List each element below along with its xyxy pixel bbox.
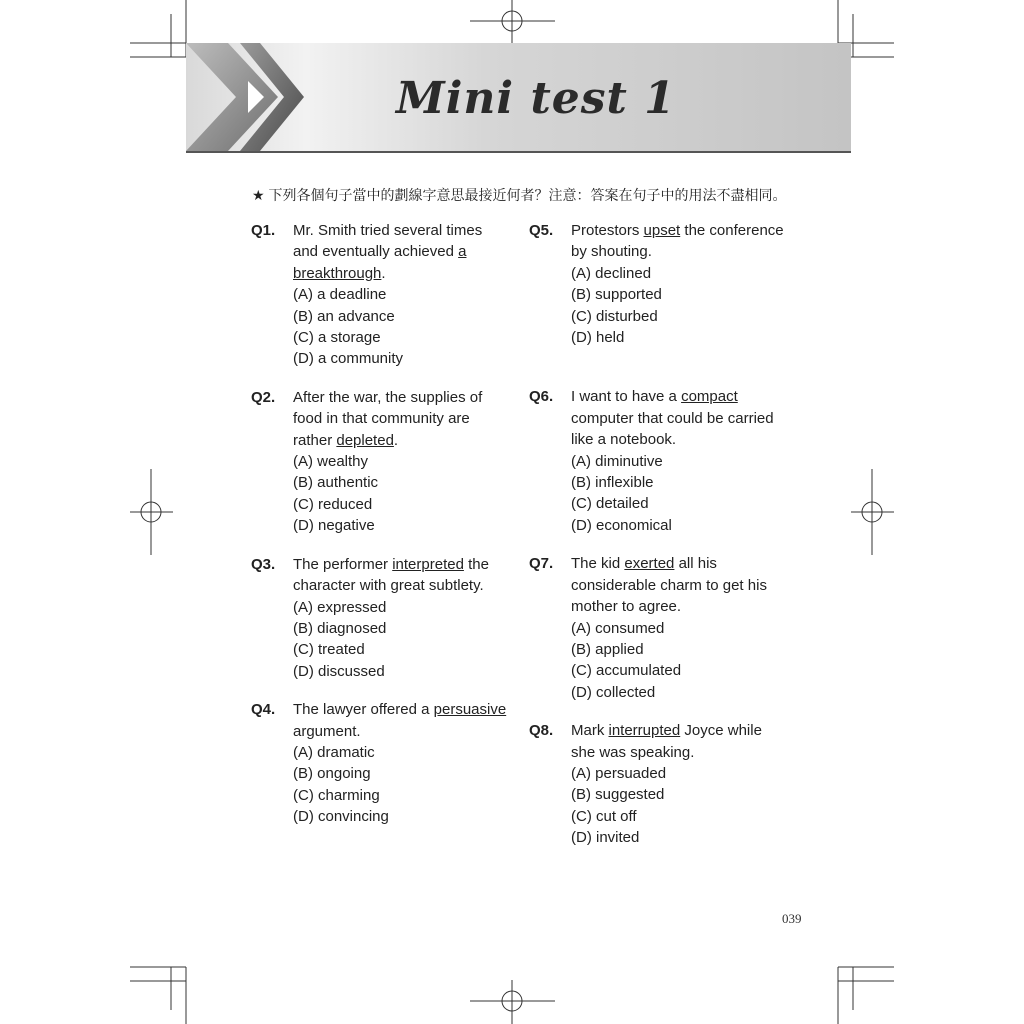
answer-option: (A) dramatic: [293, 743, 375, 761]
question-body: [571, 720, 786, 848]
answer-option: (D) collected: [571, 683, 656, 701]
underlined-word: depleted: [336, 431, 394, 449]
question-number: Q6.: [529, 388, 554, 406]
answer-option: (B) an advance: [293, 307, 395, 325]
answer-option: (C) treated: [293, 641, 365, 659]
answer-option: (C) a storage: [293, 329, 381, 347]
underlined-word: interrupted: [608, 722, 681, 740]
question-text: argument.: [293, 722, 361, 740]
answer-option: (D) economical: [571, 516, 672, 534]
question-body: [571, 220, 786, 348]
answer-option: (B) diagnosed: [293, 619, 387, 637]
underlined-word: compact: [681, 388, 738, 406]
answer-option: (A) a deadline: [293, 286, 387, 304]
question-text: After the war, the supplies of food in that community are rather: [293, 388, 483, 449]
question-text: The performer: [293, 555, 393, 573]
answer-option: (D) invited: [571, 829, 640, 847]
question-text: I want to have a: [571, 388, 682, 406]
underlined-word: persuasive: [433, 701, 507, 719]
answer-option: (C) accumulated: [571, 662, 682, 680]
question-body: [293, 554, 508, 682]
answer-option: (B) suggested: [571, 786, 665, 804]
question-text: Joyce while she was speaking.: [571, 722, 762, 761]
question-text: the character with great subtlety.: [293, 555, 489, 595]
answer-option: (C) cut off: [571, 807, 637, 825]
question-text: the conference by shouting.: [571, 222, 784, 261]
question-number: Q1.: [251, 222, 276, 239]
question-item: [529, 220, 789, 348]
chevron-arrow-icon: [186, 43, 326, 151]
question-text: Mr. Smith tried several times and eventually achieved: [293, 222, 483, 261]
question-item: [529, 720, 789, 848]
title-banner: [186, 43, 851, 153]
question-body: [293, 220, 508, 370]
question-body: [571, 386, 786, 536]
answer-option: (A) wealthy: [293, 453, 369, 471]
instruction-text: ★ 下列各個句子當中的劃線字意思最接近何者？注意：答案在句子中的用法不盡相同。: [252, 187, 787, 203]
answer-option: (C) charming: [293, 786, 380, 804]
answer-option: (A) declined: [571, 264, 652, 282]
answer-option: (B) authentic: [293, 474, 379, 492]
answer-option: (B) supported: [571, 286, 662, 304]
answer-option: (D) convincing: [293, 808, 389, 826]
answer-option: (A) expressed: [293, 598, 387, 616]
answer-option: (D) held: [571, 329, 625, 347]
answer-option: (A) diminutive: [571, 452, 663, 470]
answer-option: (B) inflexible: [571, 474, 654, 492]
answer-option: (C) disturbed: [571, 307, 658, 325]
question-number: Q2.: [251, 388, 276, 406]
answer-option: (B) applied: [571, 640, 644, 658]
underlined-word: interpreted: [392, 555, 464, 573]
question-text: Mark: [571, 722, 609, 740]
answer-option: (C) reduced: [293, 495, 373, 513]
page-title: Mini test 1: [396, 73, 676, 124]
answer-option: (C) detailed: [571, 495, 649, 513]
question-column-left: [251, 220, 511, 845]
question-text: The lawyer offered a: [293, 701, 434, 719]
question-number: Q8.: [529, 722, 554, 740]
question-column-right: [529, 220, 789, 866]
question-body: [293, 387, 508, 537]
question-item: [529, 386, 789, 536]
question-number: Q5.: [529, 222, 554, 239]
question-item: [251, 554, 511, 682]
question-body: [293, 699, 508, 827]
question-text: The kid: [571, 555, 625, 573]
question-number: Q7.: [529, 555, 554, 573]
answer-option: (A) consumed: [571, 619, 665, 637]
question-text: .: [381, 264, 386, 282]
question-text: computer that could be carried like a notebook.: [571, 409, 774, 449]
question-item: [251, 387, 511, 537]
answer-option: (D) a community: [293, 350, 404, 368]
question-number: Q3.: [251, 555, 276, 573]
question-text: all his considerable charm to get his mother to agree.: [571, 555, 767, 616]
answer-option: (D) negative: [293, 517, 375, 535]
underlined-word: upset: [643, 222, 681, 239]
page-number: 039: [782, 911, 802, 926]
underlined-word: a breakthrough: [293, 243, 467, 282]
question-body: [571, 553, 786, 703]
answer-option: (B) ongoing: [293, 765, 371, 783]
question-item: [251, 220, 511, 370]
answer-option: (A) persuaded: [571, 764, 667, 782]
answer-option: (D) discussed: [293, 662, 385, 680]
question-item: [529, 553, 789, 703]
question-text: Protestors: [571, 222, 644, 239]
underlined-word: exerted: [624, 555, 675, 573]
question-text: .: [393, 431, 399, 449]
question-number: Q4.: [251, 701, 276, 719]
question-item: [251, 699, 511, 827]
